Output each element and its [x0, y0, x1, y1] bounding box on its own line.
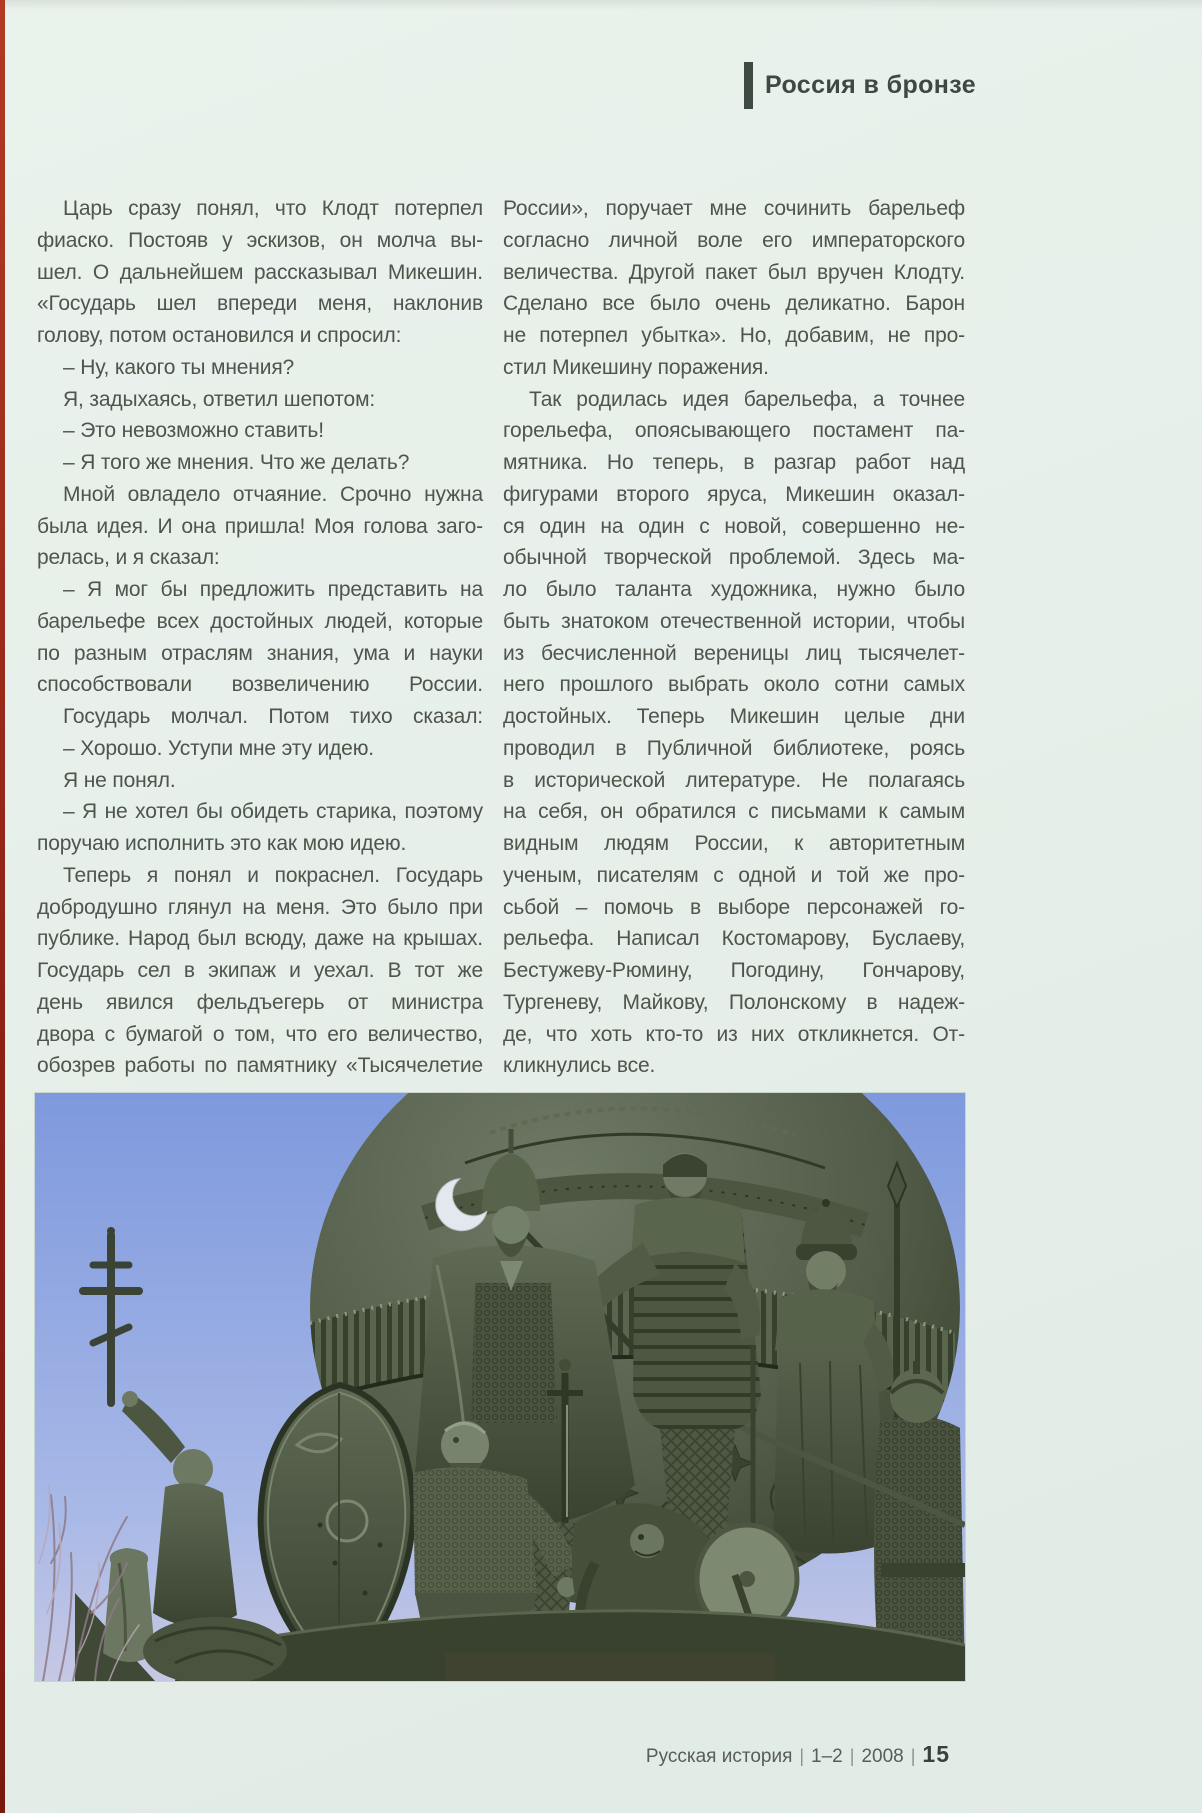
- text-line: – Это невозможно ставить!: [63, 419, 324, 443]
- text-line: «Государь шел впереди меня, наклонив: [37, 292, 483, 316]
- text-line: кликнулись все.: [503, 1054, 656, 1078]
- text-line: видным людям России, к авторитетным: [503, 832, 965, 855]
- text-line: на себя, он обратился с письмами к самым: [503, 800, 965, 824]
- article-column-right: [503, 193, 965, 1082]
- text-line: величества. Другой пакет был вручен Клодту.: [503, 260, 965, 284]
- text-line: обычной творческой проблемой. Здесь ма-: [503, 546, 965, 570]
- text-line: – Ну, какого ты мнения?: [63, 355, 295, 379]
- text-line: Бестужеву-Рюмину, Погодину, Гончарову,: [503, 959, 965, 982]
- text-line: ученым, писателям с одной и той же про-: [503, 863, 965, 887]
- text-line: Царь сразу понял, что Клодт потерпел: [63, 197, 483, 220]
- text-line: Тургеневу, Майкову, Полонскому в надеж-: [503, 990, 965, 1014]
- text-line: него прошлого выбрать около сотни самых: [503, 673, 965, 697]
- header-accent-bar: [744, 62, 753, 109]
- text-line: де, что хоть кто-то из них откликнется. От-: [503, 1022, 965, 1046]
- page-number: 15: [922, 1741, 950, 1767]
- text-line: Теперь я понял и покраснел. Государь: [63, 863, 483, 887]
- page-title: Россия в бронзе: [765, 71, 977, 99]
- text-line: фигурами второго яруса, Микешин оказал-: [503, 482, 965, 506]
- page-footer: [646, 1741, 950, 1768]
- text-line: рельефа. Написал Костомарову, Буслаеву,: [503, 927, 965, 951]
- text-line: способствовали возвеличению России.: [37, 673, 483, 697]
- text-line: шел. О дальнейшем рассказывал Микешин.: [37, 260, 483, 284]
- text-line: двора с бумагой о том, что его величество,: [37, 1022, 483, 1046]
- text-line: добродушно глянул на меня. Это было при: [37, 895, 483, 919]
- text-line: фиаско. Постояв у эскизов, он молча вы-: [37, 228, 483, 252]
- monument-photo-graphic: [35, 1093, 965, 1681]
- text-line: по разным отраслям знания, ума и науки: [37, 641, 483, 665]
- text-line: день явился фельдъегерь от министра: [37, 990, 483, 1014]
- section-header: [744, 62, 976, 109]
- text-line: Сделано все было очень деликатно. Барон: [503, 292, 965, 316]
- text-line: – Хорошо. Уступи мне эту идею.: [63, 736, 374, 760]
- article-column-left: [37, 193, 483, 1082]
- scan-shadow: [0, 0, 1202, 10]
- text-line: Я, задыхаясь, ответил шепотом:: [63, 387, 376, 411]
- text-line: ло было таланта художника, нужно было: [503, 578, 965, 601]
- text-line: поручаю исполнить это как мою идею.: [37, 832, 407, 855]
- text-line: сьбой – помочь в выборе персонажей го-: [503, 895, 965, 919]
- text-line: – Я того же мнения. Что же делать?: [63, 451, 410, 474]
- text-line: была идея. И она пришла! Моя голова заго-: [37, 514, 483, 538]
- text-line: согласно личной воле его императорского: [503, 228, 965, 252]
- spine-strip: [0, 0, 5, 1813]
- text-line: Государь молчал. Потом тихо сказал:: [63, 705, 483, 728]
- text-line: Государь сел в экипаж и уехал. В тот же: [37, 959, 483, 982]
- text-line: достойных. Теперь Микешин целые дни: [503, 705, 965, 728]
- text-line: мятника. Но теперь, в разгар работ над: [503, 451, 965, 474]
- monument-photo: [35, 1093, 965, 1681]
- text-line: Я не понял.: [63, 768, 176, 792]
- footer-separator: |: [910, 1746, 916, 1766]
- text-line: обозрев работы по памятнику «Тысячелетие: [37, 1054, 483, 1078]
- footer-separator: |: [799, 1746, 805, 1766]
- text-line: публике. Народ был всюду, даже на крышах.: [37, 927, 483, 951]
- text-line: быть знатоком отечественной истории, чтобы: [503, 609, 965, 633]
- text-line: в исторической литературе. Не полагаясь: [503, 768, 965, 792]
- text-line: не потерпел убытка». Но, добавим, не про-: [503, 324, 965, 347]
- text-line: Мной овладело отчаяние. Срочно нужна: [63, 482, 483, 506]
- text-line: стил Микешину поражения.: [503, 355, 769, 379]
- journal-name: Русская история: [645, 1746, 793, 1767]
- text-line: ся один на один с новой, совершенно не-: [503, 514, 965, 538]
- text-line: барельефе всех достойных людей, которые: [37, 609, 483, 633]
- text-line: горельефа, опоясывающего постамент па-: [503, 419, 965, 443]
- text-line: из бесчисленной вереницы лиц тысячелет-: [503, 641, 965, 665]
- text-line: – Я мог бы предложить представить на: [63, 578, 483, 601]
- text-line: России», поручает мне сочинить барельеф: [503, 197, 965, 220]
- text-line: – Я не хотел бы обидеть старика, поэтому: [63, 800, 483, 824]
- issue-number: 1–2: [811, 1746, 843, 1767]
- footer-separator: |: [849, 1746, 855, 1766]
- text-line: голову, потом остановился и спросил:: [37, 324, 402, 347]
- text-line: релась, и я сказал:: [37, 546, 220, 570]
- text-line: проводил в Публичной библиотеке, роясь: [503, 736, 965, 760]
- text-line: Так родилась идея барельефа, а точнее: [529, 387, 965, 411]
- issue-year: 2008: [861, 1746, 904, 1767]
